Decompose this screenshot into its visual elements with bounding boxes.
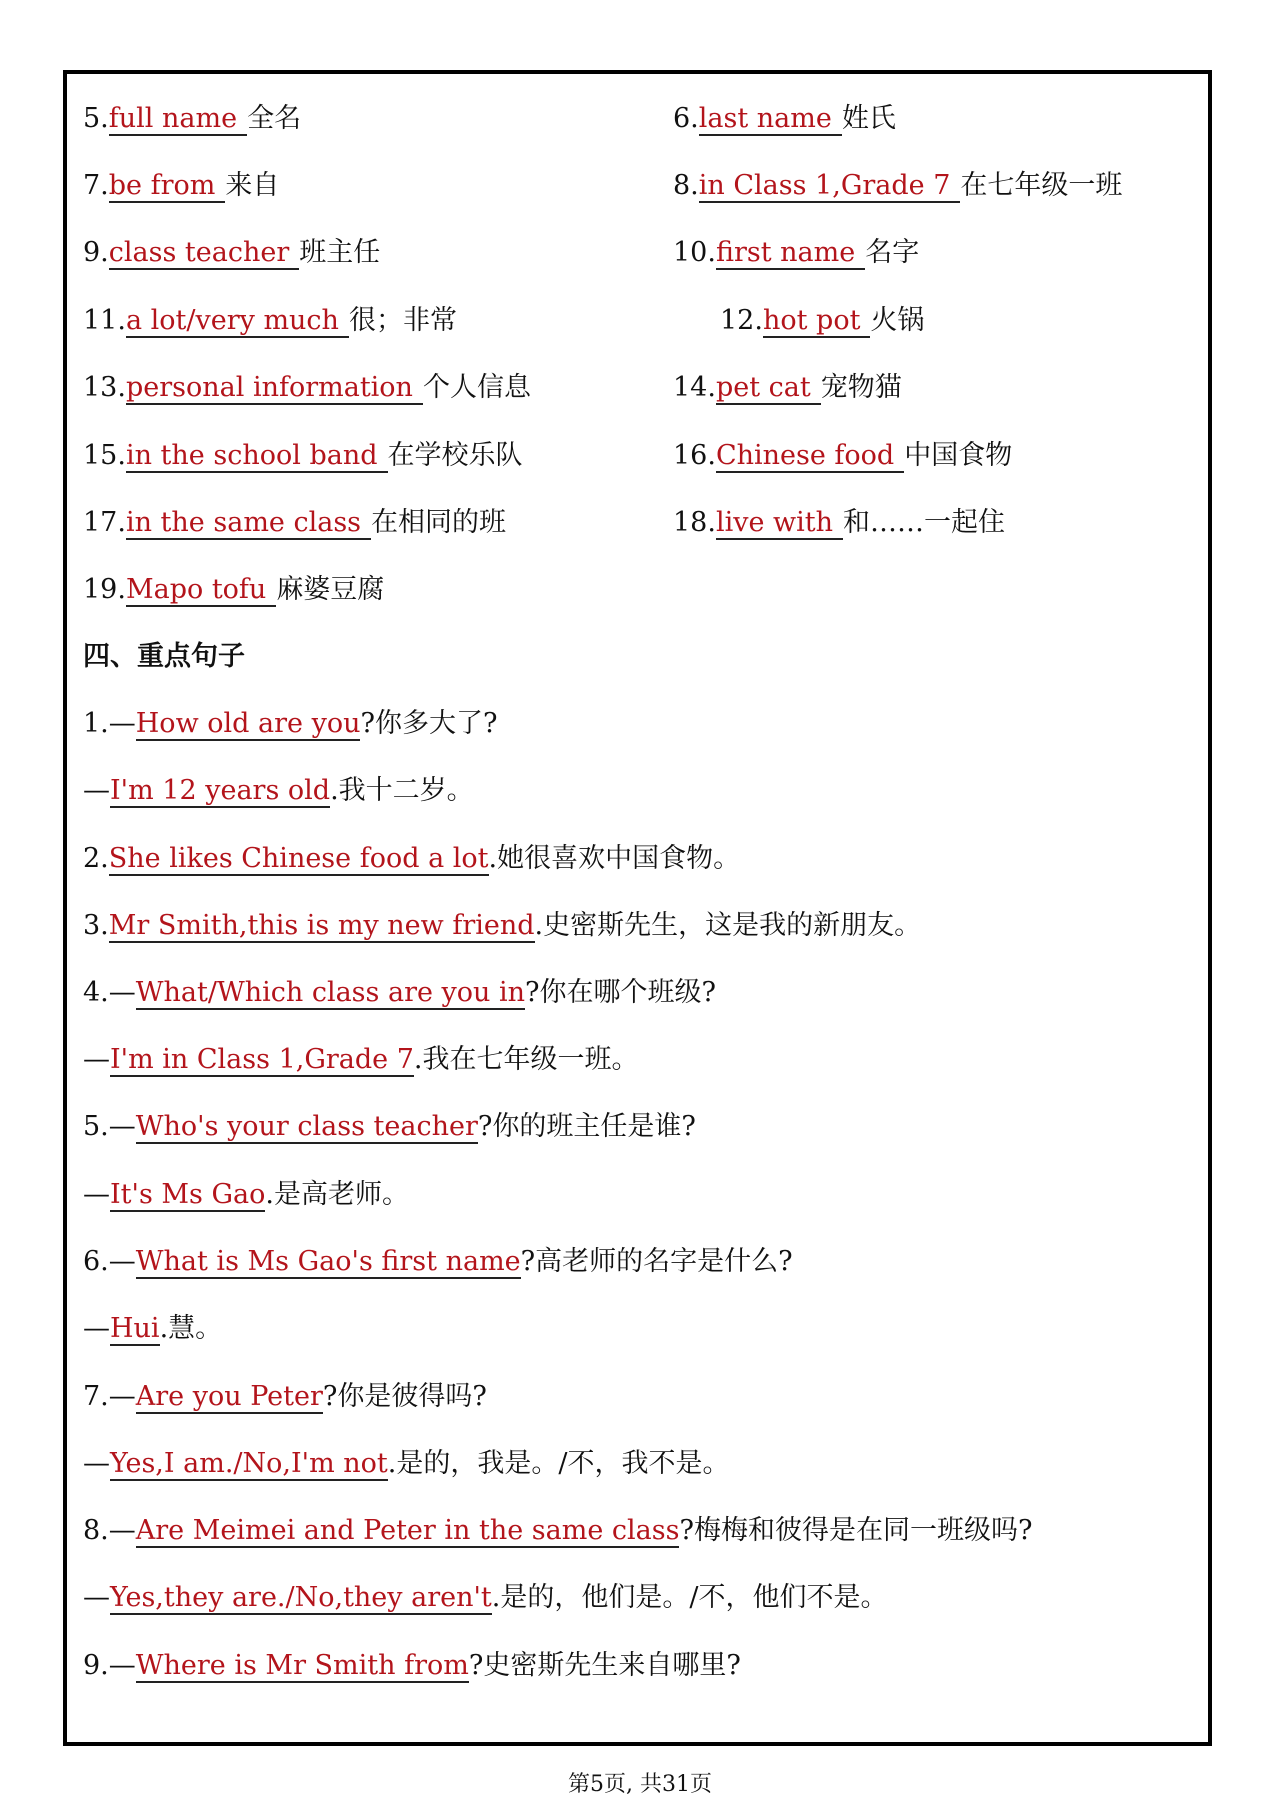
sentence-item: 4.—What/Which class are you in?你在哪个班级? [83,977,717,1008]
answer-blank: Are Meimei and Peter in the same class [135,1515,680,1546]
sentence-item: —Yes,I am./No,I'm not.是的，我是。/不，我不是。 [83,1448,730,1479]
answer-blank: Who's your class teacher [135,1111,478,1142]
sentence-item: 6.—What is Ms Gao's first name?高老师的名字是什么? [83,1246,793,1277]
answer-blank: Where is Mr Smith from [135,1650,469,1681]
answer-blank: Mr Smith,this is my new friend [108,910,535,941]
sentence-item: —Yes,they are./No,they aren't.是的，他们是。/不，他们不是。 [83,1582,888,1613]
answer-blank: live with [716,508,843,540]
answer-blank: She likes Chinese food a lot [108,843,489,874]
answer-blank: be from [109,171,226,203]
phrase-item: 11.a lot/very much 很；非常 [83,305,457,336]
answer-blank: Are you Peter [135,1381,323,1412]
answer-blank: What is Ms Gao's first name [135,1246,521,1277]
answer-blank: I'm in Class 1,Grade 7 [110,1044,414,1075]
sentence-item: 8.—Are Meimei and Peter in the same class?梅梅和彼得是在同一班级吗? [83,1515,1033,1546]
sentence-item: —I'm in Class 1,Grade 7.我在七年级一班。 [83,1044,639,1075]
phrase-item: 14.pet cat 宠物猫 [673,372,902,403]
page-footer: 第5页, 共31页 [568,1772,712,1797]
phrase-item: 6.last name 姓氏 [673,103,896,134]
worksheet-frame [63,70,1212,1746]
phrase-item: 10.first name 名字 [673,237,920,268]
answer-blank: first name [716,238,865,270]
answer-blank: class teacher [109,238,299,270]
sentence-item: 9.—Where is Mr Smith from?史密斯先生来自哪里? [83,1650,741,1681]
section-heading: 四、重点句子 [83,641,245,672]
phrase-item: 18.live with 和……一起住 [673,507,1006,538]
sentence-item: 3.Mr Smith,this is my new friend.史密斯先生，这是我的新朋友。 [83,910,922,941]
answer-blank: in Class 1,Grade 7 [699,171,961,203]
phrase-item: 5.full name 全名 [83,103,302,134]
answer-blank: a lot/very much [126,306,349,338]
phrase-item: 9.class teacher 班主任 [83,237,381,268]
sentence-item: 5.—Who's your class teacher?你的班主任是谁? [83,1111,696,1142]
sentence-item: 7.—Are you Peter?你是彼得吗? [83,1381,487,1412]
sentence-item: 1.—How old are you?你多大了? [83,708,498,739]
answer-blank: personal information [126,373,423,405]
sentence-item: 2.She likes Chinese food a lot.她很喜欢中国食物。 [83,843,741,874]
sentence-item: —I'm 12 years old.我十二岁。 [83,775,474,806]
answer-blank: Yes,I am./No,I'm not [110,1448,388,1479]
answer-blank: Hui [110,1313,160,1344]
phrase-item: 19.Mapo tofu 麻婆豆腐 [83,574,385,605]
answer-blank: Chinese food [716,441,904,473]
answer-blank: How old are you [135,708,361,739]
answer-blank: in the school band [126,441,388,473]
phrase-item: 17.in the same class 在相同的班 [83,507,507,538]
answer-blank: in the same class [126,508,371,540]
answer-blank: I'm 12 years old [110,775,331,806]
phrase-item: 8.in Class 1,Grade 7 在七年级一班 [673,170,1123,201]
answer-blank: What/Which class are you in [135,977,526,1008]
answer-blank: full name [109,104,247,136]
sentence-item: —Hui.慧。 [83,1313,223,1344]
phrase-item: 7.be from 来自 [83,170,280,201]
phrase-item: 16.Chinese food 中国食物 [673,440,1013,471]
answer-blank: Yes,they are./No,they aren't [110,1582,492,1613]
answer-blank: hot pot [763,306,870,338]
answer-blank: pet cat [716,373,821,405]
sentence-item: —It's Ms Gao.是高老师。 [83,1179,409,1210]
answer-blank: Mapo tofu [126,575,276,607]
answer-blank: It's Ms Gao [110,1179,266,1210]
phrase-item: 12.hot pot 火锅 [720,305,925,336]
phrase-item: 15.in the school band 在学校乐队 [83,440,523,471]
phrase-item: 13.personal information 个人信息 [83,372,531,403]
answer-blank: last name [699,104,842,136]
